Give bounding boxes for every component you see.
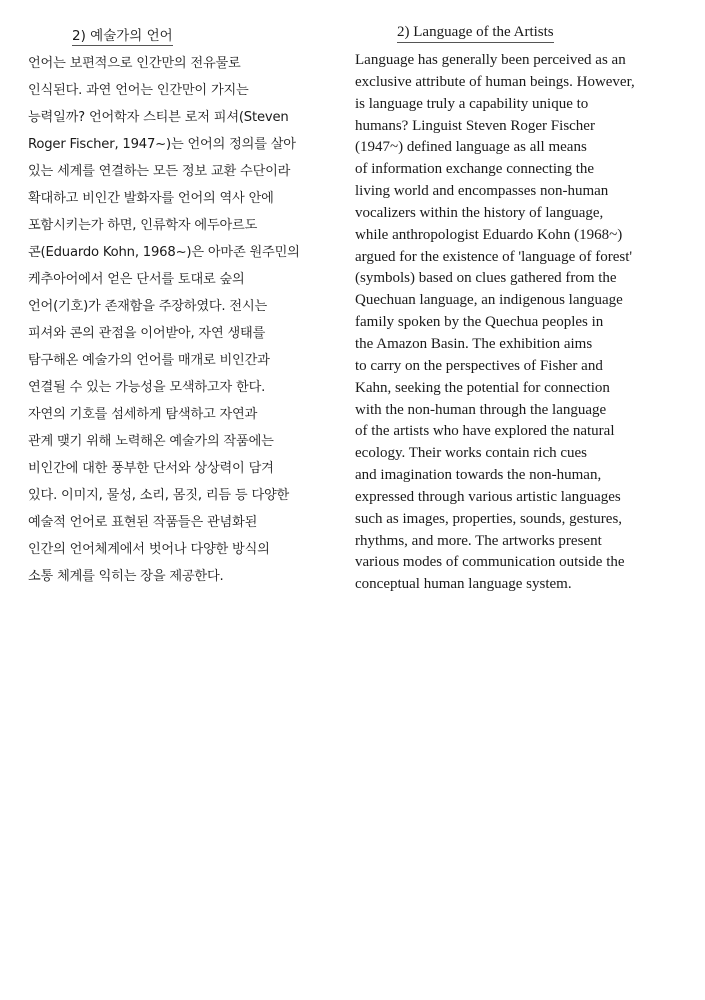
english-text-line: expressed through various artistic languages <box>355 488 621 505</box>
english-text-line: vocalizers within the history of language, <box>355 204 604 221</box>
english-section-heading: 2) Language of the Artists <box>355 24 675 50</box>
english-text-line: of information exchange connecting the <box>355 161 595 178</box>
english-text-line: such as images, properties, sounds, gestures, <box>355 510 623 527</box>
english-text-line: humans? Linguist Steven Roger Fischer <box>355 117 595 134</box>
korean-text-line: 콘(Eduardo Kohn, 1968~)은 아마존 원주민의 <box>28 245 300 260</box>
korean-text-line: 있는 세계를 연결하는 모든 정보 교환 수단이라 <box>28 164 291 179</box>
korean-paragraph <box>28 50 328 590</box>
english-text-line: conceptual human language system. <box>355 576 572 593</box>
english-text-line: (symbols) based on clues gathered from the <box>355 270 617 287</box>
korean-text-line: 피셔와 콘의 관점을 이어받아, 자연 생태를 <box>28 326 266 341</box>
korean-section-heading: 2) 예술가의 언어 <box>28 24 328 50</box>
korean-text-line: 인간의 언어체계에서 벗어나 다양한 방식의 <box>28 542 270 557</box>
korean-text-line: 연결될 수 있는 가능성을 모색하고자 한다. <box>28 380 266 395</box>
english-text-line: rhythms, and more. The artworks present <box>355 532 602 549</box>
korean-text-line: 언어(기호)가 존재함을 주장하였다. 전시는 <box>28 299 268 314</box>
korean-text-line: 자연의 기호를 섬세하게 탐색하고 자연과 <box>28 407 258 422</box>
english-text-line: family spoken by the Quechua peoples in <box>355 314 604 331</box>
korean-text-line: Roger Fischer, 1947~)는 언어의 정의를 살아 <box>28 137 296 152</box>
english-paragraph <box>355 50 675 596</box>
english-column <box>355 24 675 596</box>
korean-text-line: 케추아어에서 얻은 단서를 토대로 숲의 <box>28 272 245 287</box>
english-text-line: Language has generally been perceived as an <box>355 52 626 68</box>
english-text-line: (1947~) defined language as all means <box>355 139 587 156</box>
english-text-line: to carry on the perspectives of Fisher and <box>355 357 603 374</box>
english-text-line: is language truly a capability unique to <box>355 95 589 112</box>
english-text-line: and imagination towards the non-human, <box>355 467 602 484</box>
english-text-line: ecology. Their works contain rich cues <box>355 445 588 462</box>
korean-column <box>28 24 328 590</box>
english-text-line: Kahn, seeking the potential for connection <box>355 379 610 396</box>
english-text-line: the Amazon Basin. The exhibition aims <box>355 335 593 352</box>
english-text-line: exclusive attribute of human beings. However, <box>355 73 635 90</box>
korean-text-line: 인식된다. 과연 언어는 인간만이 가지는 <box>28 83 249 98</box>
english-text-line: living world and encompasses non-human <box>355 183 609 200</box>
korean-text-line: 능력일까? 언어학자 스티븐 로저 피셔(Steven <box>28 110 289 125</box>
korean-text-line: 비인간에 대한 풍부한 단서와 상상력이 담겨 <box>28 461 274 476</box>
korean-text-line: 포함시키는가 하면, 인류학자 에두아르도 <box>28 218 258 233</box>
korean-text-line: 탐구해온 예술가의 언어를 매개로 비인간과 <box>28 353 270 368</box>
english-text-line: various modes of communication outside the <box>355 554 625 571</box>
korean-text-line: 있다. 이미지, 물성, 소리, 몸짓, 리듬 등 다양한 <box>28 488 290 503</box>
english-text-line: while anthropologist Eduardo Kohn (1968~) <box>355 226 623 243</box>
korean-text-line: 확대하고 비인간 발화자를 언어의 역사 안에 <box>28 191 274 206</box>
korean-text-line: 관계 맺기 위해 노력해온 예술가의 작품에는 <box>28 434 274 449</box>
english-text-line: with the non-human through the language <box>355 401 607 418</box>
korean-text-line: 언어는 보편적으로 인간만의 전유물로 <box>28 56 241 71</box>
english-text-line: of the artists who have explored the natural <box>355 423 615 440</box>
english-text-line: Quechuan language, an indigenous language <box>355 292 623 309</box>
korean-text-line: 예술적 언어로 표현된 작품들은 관념화된 <box>28 515 258 530</box>
english-text-line: argued for the existence of 'language of forest' <box>355 248 633 265</box>
korean-text-line: 소통 체계를 익히는 장을 제공한다. <box>28 569 224 584</box>
